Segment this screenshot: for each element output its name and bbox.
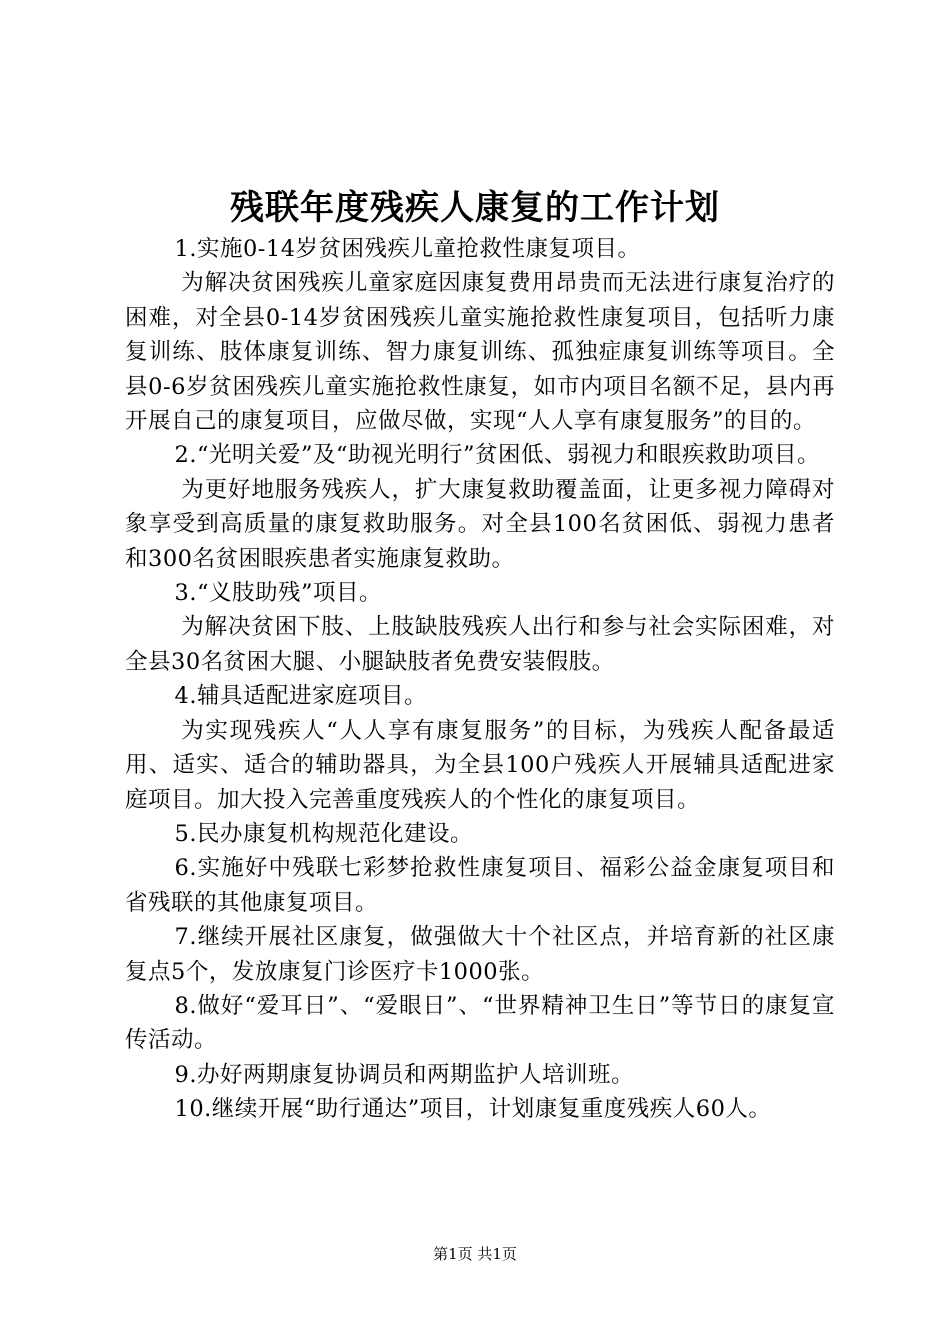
- paragraph-item-9: 9.办好两期康复协调员和两期监护人培训班。: [174, 1061, 634, 1088]
- document-title: 残联年度残疾人康复的工作计划: [230, 188, 720, 228]
- paragraph-item-2: 2.“光明关爱”及“助视光明行”贫困低、弱视力和眼疾救助项目。: [174, 442, 820, 469]
- paragraph-item-8: 8.做好“爱耳日”、“爱眼日”、“世界精神卫生日”等节日的康复宣传活动。: [125, 992, 835, 1054]
- paragraph-body-4: 为实现残疾人“人人享有康复服务”的目标，为残疾人配备最适用、适实、适合的辅助器具，为全县100户残疾人开展辅具适配进家庭项目。加大投入完善重度残疾人的个性化的康复项目。: [125, 717, 835, 813]
- paragraph-body-2: 为更好地服务残疾人，扩大康复救助覆盖面，让更多视力障碍对象享受到高质量的康复救助服务。对全县100名贫困低、弱视力患者和300名贫困眼疾患者实施康复救助。: [125, 476, 835, 572]
- paragraph-item-5: 5.民办康复机构规范化建设。: [174, 820, 473, 847]
- paragraph-item-1: 1.实施0-14岁贫困残疾儿童抢救性康复项目。: [174, 236, 641, 262]
- paragraph-body-1: 为解决贫困残疾儿童家庭因康复费用昂贵而无法进行康复治疗的困难，对全县0-14岁贫困残疾儿童实施抢救性康复项目，包括听力康复训练、肢体康复训练、智力康复训练、孤独症康复训练等项目。全县0-6岁贫困残疾儿童实施抢救性康复，如市内项目名额不足，县内再开展自己的康复项目，应做尽做，实现“人人享有康复服务”的目的。: [125, 270, 835, 435]
- paragraph-item-7: 7.继续开展社区康复，做强做大十个社区点，并培育新的社区康复点5个，发放康复门诊医疗卡1000张。: [125, 924, 835, 985]
- paragraph-item-4: 4.辅具适配进家庭项目。: [174, 683, 427, 710]
- paragraph-body-3: 为解决贫困下肢、上肢缺肢残疾人出行和参与社会实际困难，对全县30名贫困大腿、小腿缺肢者免费安装假肢。: [125, 614, 835, 675]
- paragraph-item-3: 3.“义肢助残”项目。: [174, 580, 382, 607]
- paragraph-item-6: 6.实施好中残联七彩梦抢救性康复项目、福彩公益金康复项目和省残联的其他康复项目。: [125, 855, 835, 916]
- document-body: [125, 232, 835, 1127]
- paragraph-item-10: 10.继续开展“助行通达”项目，计划康复重度残疾人60人。: [174, 1096, 772, 1123]
- page-footer: 第1页 共1页: [433, 1245, 517, 1263]
